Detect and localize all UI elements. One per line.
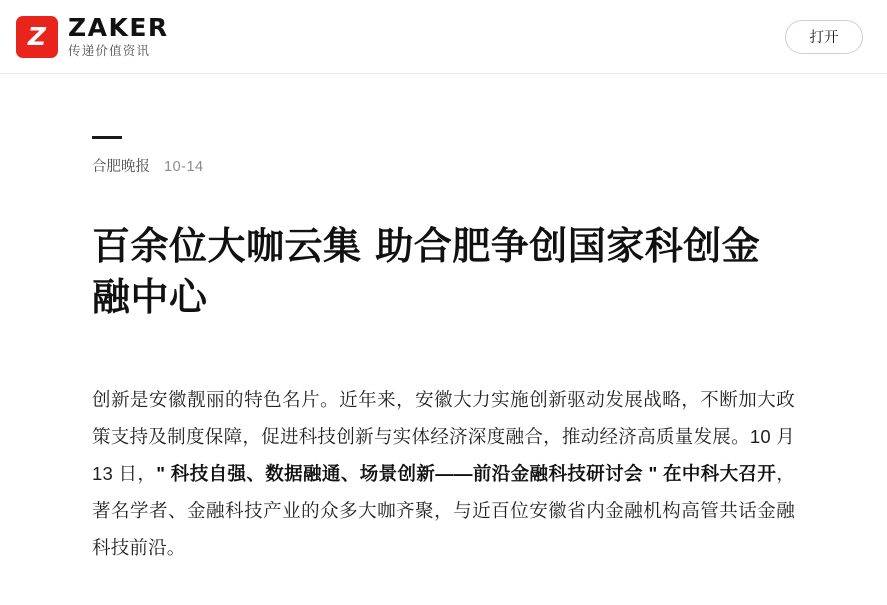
article-body-highlight: " 科技自强、数据融通、场景创新——前沿金融科技研讨会 " 在中科大召开: [156, 462, 777, 484]
article-body-part1: 创新是安徽靓丽的特色名片。近年来，安徽大力实施创新驱动发展战略，不断加大政策支持及制度保障，促进科技创新与实体经济深度融合，推动经济高质量发展。10 月 13 日，: [92, 388, 795, 484]
article-body-part2: ，著名学者、金融科技产业的众多大咖齐聚，与近百位安徽省内金融机构高管共话金融科技前沿。: [92, 462, 795, 558]
title-divider: [92, 136, 122, 139]
article-body: [92, 381, 795, 566]
article-source: 合肥晚报: [92, 159, 150, 175]
article-container: [0, 136, 887, 566]
brand-tagline: 传递价值资讯: [68, 44, 151, 59]
brand-text: [68, 15, 169, 58]
brand-logo[interactable]: [16, 15, 169, 58]
open-app-button[interactable]: 打开: [785, 20, 863, 54]
article-meta: [92, 155, 795, 176]
article-date: 10-14: [164, 159, 204, 175]
page-title: 百余位大咖云集 助合肥争创国家科创金融中心: [92, 223, 761, 320]
zaker-logo-icon: Z: [16, 16, 58, 58]
brand-name: ZAKER: [68, 13, 169, 43]
top-bar: [0, 0, 887, 74]
